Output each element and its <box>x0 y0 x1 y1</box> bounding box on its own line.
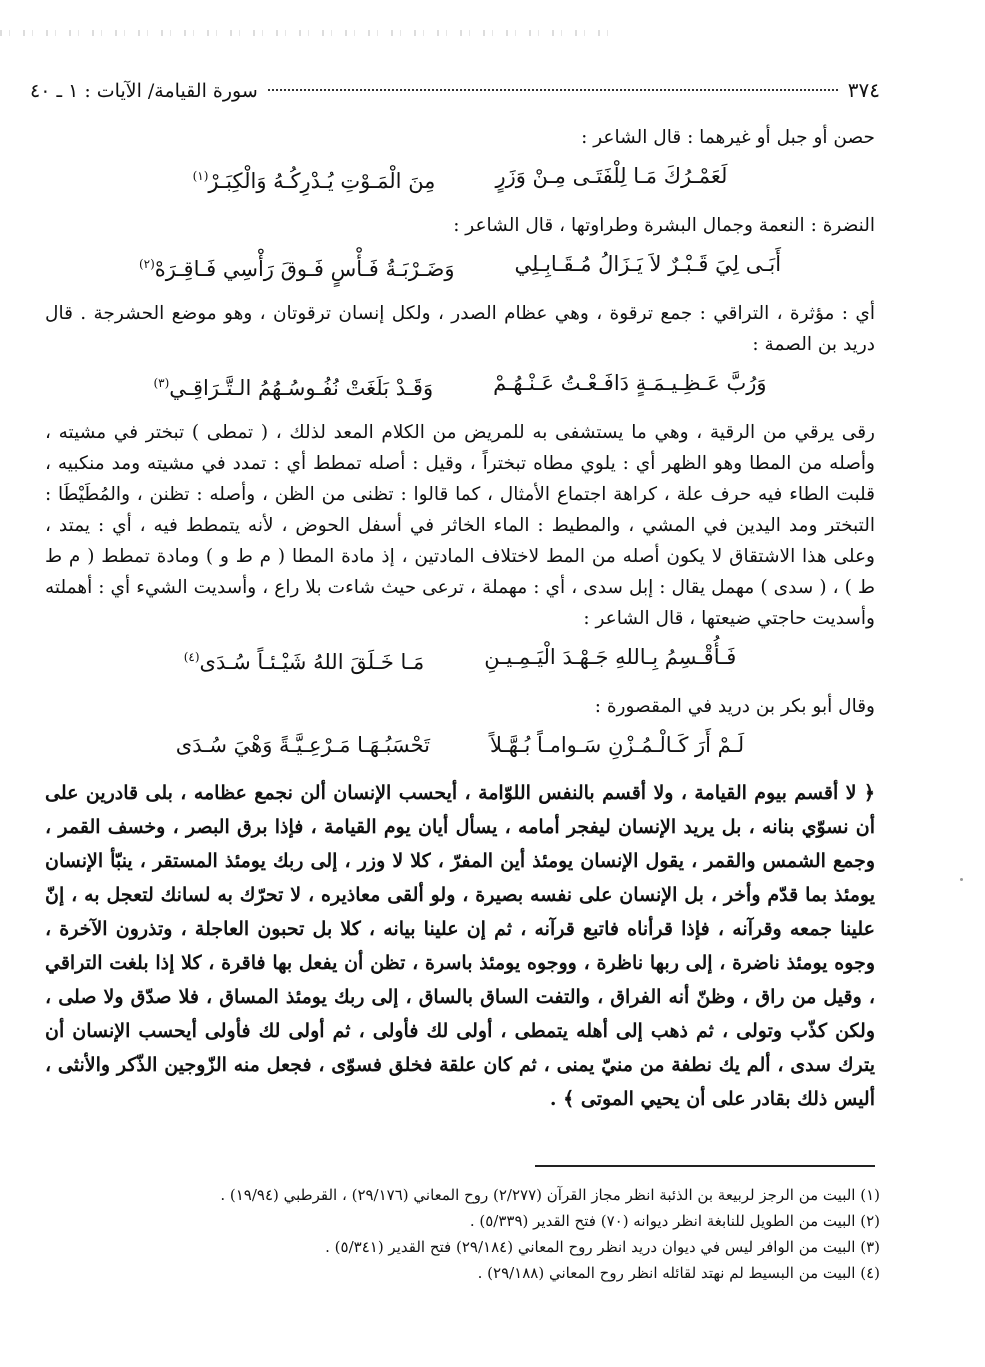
quran-passage: ﴿ لا أقسم بيوم القيامة ، ولا أقسم بالنفس اللوّامة ، أيحسب الإنسان ألن نجمع عظامه ، بلى قادرين على أن نسوّي بنانه ، بل يريد الإنسان ليفجر أمامه ، يسأل أيان يوم القيامة ، فإذا برق البصر ، وخسف القمر ، وجمع الشمس والقمر ، يقول الإنسان يومئذ أين المفرّ ، كلا لا وزر ، إلى ربك يومئذ المستقر ، ينبّأ الإنسان يومئذ بما قدّم وأخر ، بل الإنسان على نفسه بصيرة ، ولو ألقى معاذيره ، لا تحرّك به لسانك لتعجل به ، إنّ علينا جمعه وقرآنه ، فإذا قرأناه فاتبع قرآنه ، ثم إن علينا بيانه ، كلا بل تحبون العاجلة ، وتذرون الآخرة ، وجوه يومئذ ناضرة ، إلى ربها ناظرة ، ووجوه يومئذ باسرة ، تظن أن يفعل بها فاقرة ، كلا إذا بلغت التراقي ، وقيل من راق ، وظنّ أنه الفراق ، والتفت الساق بالساق ، إلى ربك يومئذ المساق ، فلا صدّق ولا صلى ، ولكن كذّب وتولى ، ثم ذهب إلى أهله يتمطى ، أولى لك فأولى ، ثم أولى لك فأولى أيحسب الإنسان أن يترك سدى ، ألم يك نطفة من منيّ يمنى ، ثم كان علقة فخلق فسوّى ، فجعل منه الزّوجين الذّكر والأنثى ، أليس ذلك بقادر على أن يحيي الموتى ﴾ . <box>45 782 875 1110</box>
footnote-2: (٢) البيت من الطويل للنابغة انظر ديوانه (٧٠) فتح القدير (٥/٣٣٩) . <box>469 1212 880 1230</box>
verse-5-first-hemistich: لَـمْ أَرَ كَـالْـمُـزْنِ سَـوامـاً بُـهَّـلاً <box>490 733 745 757</box>
verse-3-second-hemistich <box>153 366 433 405</box>
footnotes <box>150 1182 880 1286</box>
verse-1-second-hemistich <box>193 159 436 198</box>
header-title: سورة القيامة/ الآيات : ١ ـ ٤٠ <box>30 80 258 102</box>
footnote-ref-4: (٤) <box>183 650 200 664</box>
verse-2-first-hemistich: أَبَـى لِيَ قَـبْـرٌ لاَ يَـزَالُ مُـقَـابِـلِي <box>514 252 782 276</box>
footnote-ref-1: (١) <box>192 169 209 183</box>
paragraph-3: أي : مؤثرة ، التراقي : جمع ترقوة ، وهي عظام الصدر ، ولكل إنسان ترقوتان ، وهو موضع الحشرجة . قال دريد بن الصمة : <box>45 303 875 355</box>
scan-speck <box>960 878 963 881</box>
footnote-3: (٣) البيت من الوافر ليس في ديوان دريد انظر روح المعاني (٢٩/١٨٤) فتح القدير (٥/٣٤١) . <box>325 1238 880 1256</box>
verse-4 <box>45 640 875 679</box>
footnote-ref-3: (٣) <box>153 376 170 390</box>
header-leader-dots <box>268 88 838 91</box>
verse-2-second-text: وَضَـرْبَـةُ فَـأْسٍ فَـوقَ رَأْسِي فَـاقِـرَهْ <box>154 257 455 281</box>
paragraph-2: النضرة : النعمة وجمال البشرة وطراوتها ، قال الشاعر : <box>453 215 875 236</box>
footnote-separator <box>535 1165 875 1167</box>
verse-4-second-hemistich <box>184 640 425 679</box>
paragraph-1: حصن أو جبل أو غيرهما : قال الشاعر : <box>581 127 875 148</box>
verse-1-second-text: مِنَ الْمَـوْتِ يُـدْرِكُـهُ وَالْكِبَـرْ <box>208 169 436 193</box>
verse-3-first-hemistich: وَرُبَّ عَـظِـيـمَـةٍ دَافَـعْـتُ عَـنْـهُـمْ <box>493 371 767 395</box>
verse-5 <box>45 728 875 762</box>
verse-4-second-text: مَـا خَـلَقَ اللهُ شَيْـئـاً سُـدَى <box>199 650 425 674</box>
footnote-4: (٤) البيت من البسيط لم نهتد لقائله انظر روح المعاني (٢٩/١٨٨) . <box>477 1264 880 1282</box>
running-header <box>30 78 880 112</box>
paragraph-4: رقى يرقي من الرقية ، وهي ما يستشفى به للمريض من الكلام المعد لذلك ، ( تمطى ) تبختر في مشيته ، وأصله من المطا وهو الظهر أي : يلوي مطاه تبختراً ، وقيل : أصله تمطط أي : تمدد في مشيته ومد منكبيه ، قلبت الطاء فيه حرف علة ، كراهة اجتماع الأمثال ، كما قالوا : تظنى من الظن ، وأصله : تظنن ، والمُطَيْطَا : التبختر ومد اليدين في المشي ، والمطيط : الماء الخاثر في أسفل الحوض ، لأنه يتمطط فيه ، أي : يمتد ، وعلى هذا الاشتقاق لا يكون أصله من المط لاختلاف المادتين ، إذ مادة المطا ( م ط و ) ومادة تمطط ( م ط ط ) ، ( سدى ) مهمل يقال : إبل سدى ، أي : مهملة ، ترعى حيث شاءت بلا راع ، وأسديت الشيء أي : أهملته وأسديت حاجتي ضيعتها ، قال الشاعر : <box>45 422 875 629</box>
verse-2-second-hemistich <box>139 247 455 286</box>
verse-3-second-text: وَقَـدْ بَلَغَتْ نُفُـوسُـهُمُ الـتَّـرَاقِـي <box>169 376 434 400</box>
verse-5-second-hemistich: تَحْسَبُـهَـا مَـرْعِـيَّـةً وَهْيَ سُـدَى <box>175 733 431 757</box>
paragraph-5: وقال أبو بكر بن دريد في المقصورة : <box>594 696 875 717</box>
footnote-1: (١) البيت من الرجز لربيعة بن الذئبة انظر مجاز القرآن (٢/٢٧٧) روح المعاني (٢٩/١٧٦) ، القرطبي (١٩/٩٤) . <box>220 1186 880 1204</box>
verse-1 <box>45 159 875 198</box>
verse-2 <box>45 247 875 286</box>
scan-artifact <box>0 30 620 36</box>
verse-3 <box>45 366 875 405</box>
page-body <box>45 122 875 1120</box>
footnote-ref-2: (٢) <box>138 257 155 271</box>
verse-1-first-hemistich: لَعَمْـرُكَ مَـا لِلْفَتَـى مِـنْ وَزَرٍ <box>495 164 728 188</box>
page-number: ٣٧٤ <box>847 78 880 102</box>
verse-4-first-hemistich: فَـأُقْـسِمُ بِـاللهِ جَـهْـدَ الْيَـمِـيـنِ <box>484 645 737 669</box>
